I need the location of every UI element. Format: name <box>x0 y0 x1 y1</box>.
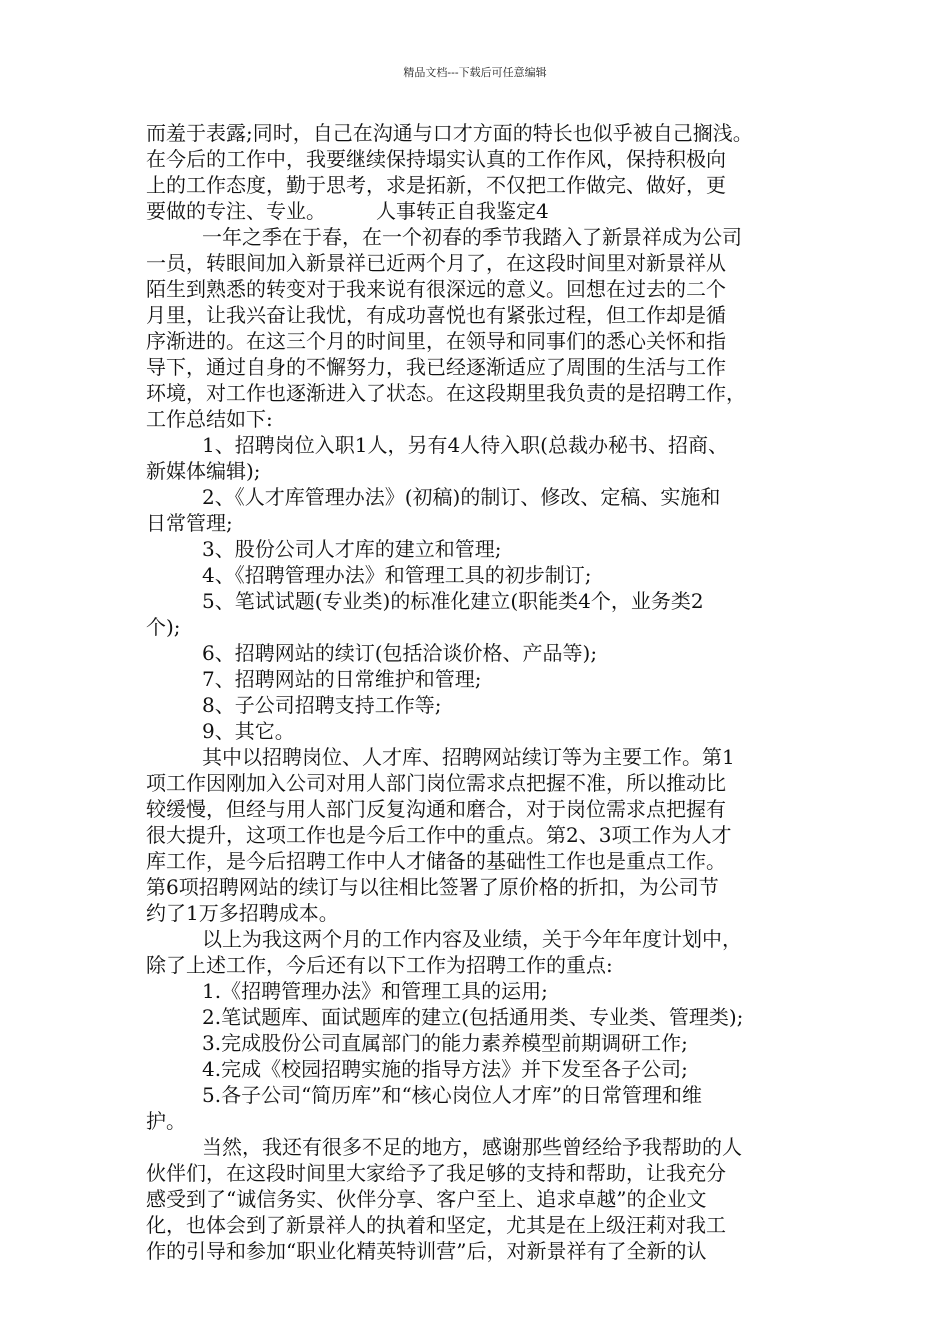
text-line: 化，也体会到了新景祥人的执着和坚定，尤其是在上级汪莉对我工 <box>146 1213 726 1237</box>
text-line: 2、《人才库管理办法》(初稿)的制订、修改、定稿、实施和 <box>202 485 721 509</box>
text-line: 1、招聘岗位入职1人，另有4人待入职(总裁办秘书、招商、 <box>202 433 728 457</box>
text-line: 伙伴们，在这段时间里大家给予了我足够的支持和帮助，让我充分 <box>146 1161 726 1185</box>
document-body <box>146 120 816 1264</box>
text-line: 3.完成股份公司直属部门的能力素养模型前期调研工作; <box>202 1031 688 1055</box>
text-line: 4、《招聘管理办法》和管理工具的初步制订; <box>202 563 592 587</box>
text-line: 以上为我这两个月的工作内容及业绩，关于今年年度计划中， <box>202 927 742 951</box>
text-line: 5、笔试试题(专业类)的标准化建立(职能类4个，业务类2 <box>202 589 704 613</box>
page-header: 精品文档---下载后可任意编辑 <box>403 66 547 79</box>
text-line: 感受到了“诚信务实、伙伴分享、客户至上、追求卓越”的企业文 <box>146 1187 707 1211</box>
text-line: 6、招聘网站的续订(包括洽谈价格、产品等); <box>202 641 598 665</box>
text-line: 而羞于表露;同时，自己在沟通与口才方面的特长也似乎被自己搁浅。 <box>146 121 753 145</box>
text-line: 要做的专注、专业。 人事转正自我鉴定4 <box>146 199 549 223</box>
text-line: 护。 <box>146 1109 186 1133</box>
text-line: 导下，通过自身的不懈努力，我已经逐渐适应了周围的生活与工作 <box>146 355 726 379</box>
text-line: 当然，我还有很多不足的地方，感谢那些曾经给予我帮助的人 <box>202 1135 742 1159</box>
text-line: 上的工作态度，勤于思考，求是拓新，不仅把工作做完、做好，更 <box>146 173 726 197</box>
text-line: 3、股份公司人才库的建立和管理; <box>202 537 502 561</box>
text-line: 约了1万多招聘成本。 <box>146 901 339 925</box>
text-line: 9、其它。 <box>202 719 295 743</box>
text-line: 第6项招聘网站的续订与以往相比签署了原价格的折扣，为公司节 <box>146 875 719 899</box>
text-line: 库工作，是今后招聘工作中人才储备的基础性工作也是重点工作。 <box>146 849 726 873</box>
text-line: 一年之季在于春，在一个初春的季节我踏入了新景祥成为公司 <box>202 225 742 249</box>
text-line: 工作总结如下: <box>146 407 273 431</box>
text-line: 作的引导和参加“职业化精英特训营”后，对新景祥有了全新的认 <box>146 1239 707 1263</box>
text-line: 陌生到熟悉的转变对于我来说有很深远的意义。回想在过去的二个 <box>146 277 726 301</box>
text-line: 项工作因刚加入公司对用人部门岗位需求点把握不准，所以推动比 <box>146 771 726 795</box>
text-line: 其中以招聘岗位、人才库、招聘网站续订等为主要工作。第1 <box>202 745 735 769</box>
text-line: 在今后的工作中，我要继续保持塌实认真的工作作风，保持积极向 <box>146 147 726 171</box>
text-line: 7、招聘网站的日常维护和管理; <box>202 667 482 691</box>
text-line: 序渐进的。在这三个月的时间里，在领导和同事们的悉心关怀和指 <box>146 329 726 353</box>
text-line: 4.完成《校园招聘实施的指导方法》并下发至各子公司; <box>202 1057 688 1081</box>
text-line: 除了上述工作，今后还有以下工作为招聘工作的重点: <box>146 953 613 977</box>
text-line: 日常管理; <box>146 511 233 535</box>
text-line: 新媒体编辑); <box>146 459 261 483</box>
text-line: 8、子公司招聘支持工作等; <box>202 693 442 717</box>
text-line: 5.各子公司“简历库”和“核心岗位人才库”的日常管理和维 <box>202 1083 702 1107</box>
text-line: 个); <box>146 615 181 639</box>
text-line: 较缓慢，但经与用人部门反复沟通和磨合，对于岗位需求点把握有 <box>146 797 726 821</box>
text-line: 很大提升，这项工作也是今后工作中的重点。第2、3项工作为人才 <box>146 823 732 847</box>
text-line: 环境，对工作也逐渐进入了状态。在这段期里我负责的是招聘工作， <box>146 381 746 405</box>
text-line: 1.《招聘管理办法》和管理工具的运用; <box>202 979 548 1003</box>
text-line: 一员，转眼间加入新景祥已近两个月了，在这段时间里对新景祥从 <box>146 251 726 275</box>
text-line: 月里，让我兴奋让我忧，有成功喜悦也有紧张过程，但工作却是循 <box>146 303 726 327</box>
text-line: 2.笔试题库、面试题库的建立(包括通用类、专业类、管理类); <box>202 1005 744 1029</box>
